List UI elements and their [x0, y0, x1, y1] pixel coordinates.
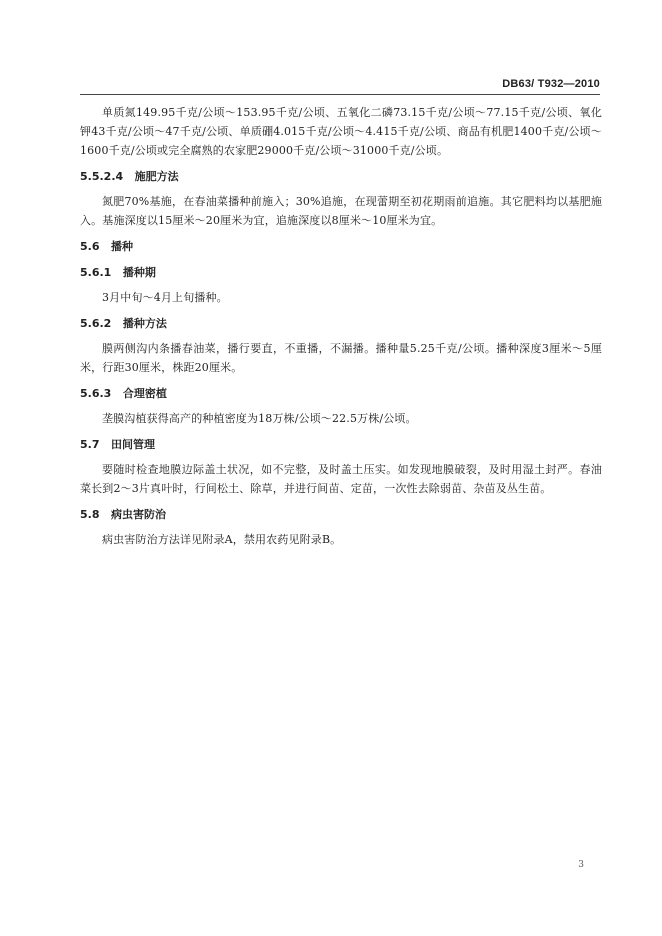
heading-number: 5.5.2.4 — [80, 170, 124, 183]
heading-number: 5.8 — [80, 508, 100, 521]
heading-number: 5.6.3 — [80, 387, 112, 400]
heading-title: 播种 — [111, 240, 133, 253]
heading-5-6-2 — [80, 314, 602, 333]
heading-title: 病虫害防治 — [111, 508, 166, 521]
header-divider — [80, 94, 600, 95]
heading-5-6-1 — [80, 263, 602, 282]
heading-5-7 — [80, 435, 602, 454]
paragraph-pest-control: 病虫害防治方法详见附录A，禁用农药见附录B。 — [102, 533, 342, 546]
heading-title: 田间管理 — [111, 438, 155, 451]
heading-5-8 — [80, 505, 602, 524]
heading-5-6-3 — [80, 384, 602, 403]
heading-title: 播种方法 — [122, 317, 167, 330]
document-body — [80, 103, 602, 549]
page-number: 3 — [578, 860, 584, 870]
paragraph-fertilizing-method: 氮肥70%基施，在春油菜播种前施入；30%追施，在现蕾期至初花期雨前追施。其它肥料均以基肥施入。基施深度以15厘米～20厘米为宜，追施深度以8厘米～10厘米为宜。 — [80, 195, 602, 227]
standard-code: DB63/ T932—2010 — [502, 78, 600, 90]
heading-number: 5.7 — [80, 438, 100, 451]
heading-5-5-2-4 — [80, 167, 602, 186]
heading-number: 5.6.2 — [80, 317, 112, 330]
paragraph-sowing-period: 3月中旬～4月上旬播种。 — [102, 291, 228, 304]
heading-5-6 — [80, 237, 602, 256]
heading-number: 5.6.1 — [80, 266, 112, 279]
heading-title: 合理密植 — [122, 387, 167, 400]
heading-title: 施肥方法 — [134, 170, 179, 183]
heading-title: 播种期 — [122, 266, 156, 279]
paragraph-field-management: 要随时检查地膜边际盖土状况，如不完整，及时盖土压实。如发现地膜破裂，及时用湿土封严。春油菜长到2～3片真叶时，行间松土、除草，并进行间苗、定苗，一次性去除弱苗、杂苗及丛生苗。 — [80, 463, 602, 495]
heading-number: 5.6 — [80, 240, 100, 253]
paragraph-planting-density: 垄膜沟植获得高产的种植密度为18万株/公顷～22.5万株/公顷。 — [102, 412, 417, 425]
paragraph-fertilizer-amounts: 单质氮149.95千克/公顷～153.95千克/公顷、五氧化二磷73.15千克/公顷～77.15千克/公顷、氧化钾43千克/公顷～47千克/公顷、单质硼4.015千克/公顷～4.415千克/公顷、商品有机肥1400千克/公顷～1600千克/公顷或完全腐熟的农家肥29000千克/公顷～31000千克/公顷。 — [80, 106, 602, 157]
paragraph-sowing-method: 膜两侧沟内条播春油菜，播行要直，不重播，不漏播。播种量5.25千克/公顷。播种深度3厘米～5厘米，行距30厘米，株距20厘米。 — [80, 342, 602, 374]
